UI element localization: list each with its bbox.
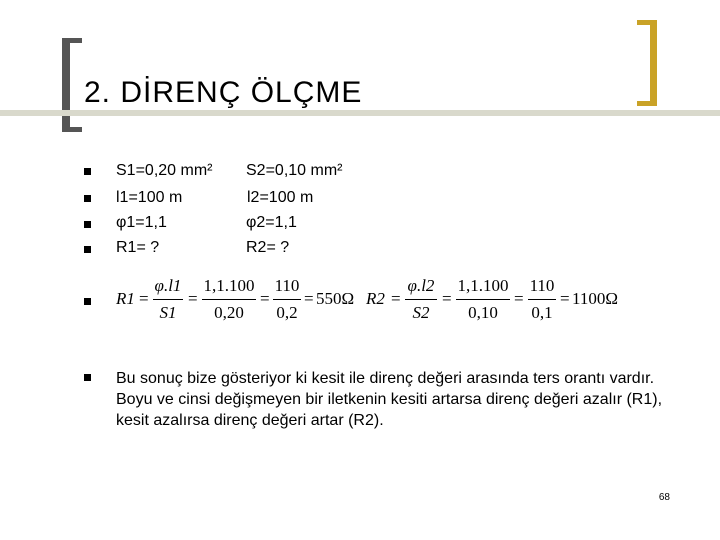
fraction (273, 276, 301, 323)
bullet-icon (84, 374, 91, 381)
fraction-numerator: 110 (529, 276, 555, 295)
formula-r1 (116, 276, 356, 330)
fraction-denominator: S2 (412, 303, 430, 322)
eq-sign: = (304, 289, 314, 308)
conclusion-text: Bu sonuç bize gösteriyor ki kesit ile direnç değeri arasında ters orantı vardır. Boyu ve cinsi değişmeyen bir iletkenin kesiti artarsa direnç değeri azalır (R1), kesit azalırsa direnç değeri artar (R2). (116, 370, 663, 429)
bullet-icon (84, 168, 91, 175)
formula-r2-lhs: R2 (366, 289, 385, 308)
fraction-denominator: 0,2 (276, 303, 298, 322)
fraction-numerator: 110 (274, 276, 300, 295)
formula-r2-result: 1100Ω (572, 289, 619, 308)
fraction (528, 276, 556, 323)
bullet-icon (84, 298, 91, 305)
formula-r1-result: 550Ω (316, 289, 355, 308)
right-bracket-vertical (650, 20, 657, 106)
left-bracket-vertical (62, 38, 70, 132)
given-phi1: φ1=1,1 (116, 214, 167, 231)
given-s2: S2=0,10 mm² (246, 162, 343, 179)
left-bracket-bottom (62, 127, 82, 132)
eq-sign: = (260, 289, 270, 308)
fraction (456, 276, 510, 323)
fraction-numerator: φ.l1 (154, 276, 182, 295)
given-l1: l1=100 m (116, 189, 183, 206)
eq-sign: = (391, 289, 401, 308)
fraction-numerator: 1,1.100 (203, 276, 255, 295)
eq-sign: = (560, 289, 570, 308)
fraction-denominator: 0,20 (214, 303, 244, 322)
fraction (202, 276, 256, 323)
page-number: 68 (658, 492, 670, 503)
fraction (405, 276, 437, 323)
formula-r2 (366, 276, 626, 330)
eq-sign: = (188, 289, 198, 308)
fraction (153, 276, 183, 323)
given-r1: R1= ? (116, 239, 160, 256)
eq-sign: = (514, 289, 524, 308)
bullet-icon (84, 195, 91, 202)
page-title: 2. DİRENÇ ÖLÇME (84, 76, 363, 109)
eq-sign: = (139, 289, 149, 308)
fraction-numerator: φ.l2 (407, 276, 435, 295)
right-bracket-top (637, 20, 657, 25)
given-l2: l2=100 m (247, 189, 314, 206)
eq-sign: = (442, 289, 452, 308)
fraction-denominator: 0,1 (531, 303, 553, 322)
right-bracket-bottom (637, 101, 657, 106)
left-bracket-top (62, 38, 82, 43)
given-r2: R2= ? (246, 239, 290, 256)
bullet-icon (84, 246, 91, 253)
fraction-numerator: 1,1.100 (457, 276, 509, 295)
fraction-denominator: S1 (159, 303, 177, 322)
given-phi2: φ2=1,1 (246, 214, 297, 231)
formula-r1-lhs: R1 (116, 289, 135, 308)
title-band (0, 110, 720, 116)
given-s1: S1=0,20 mm² (116, 162, 213, 179)
bullet-icon (84, 221, 91, 228)
fraction-denominator: 0,10 (468, 303, 498, 322)
